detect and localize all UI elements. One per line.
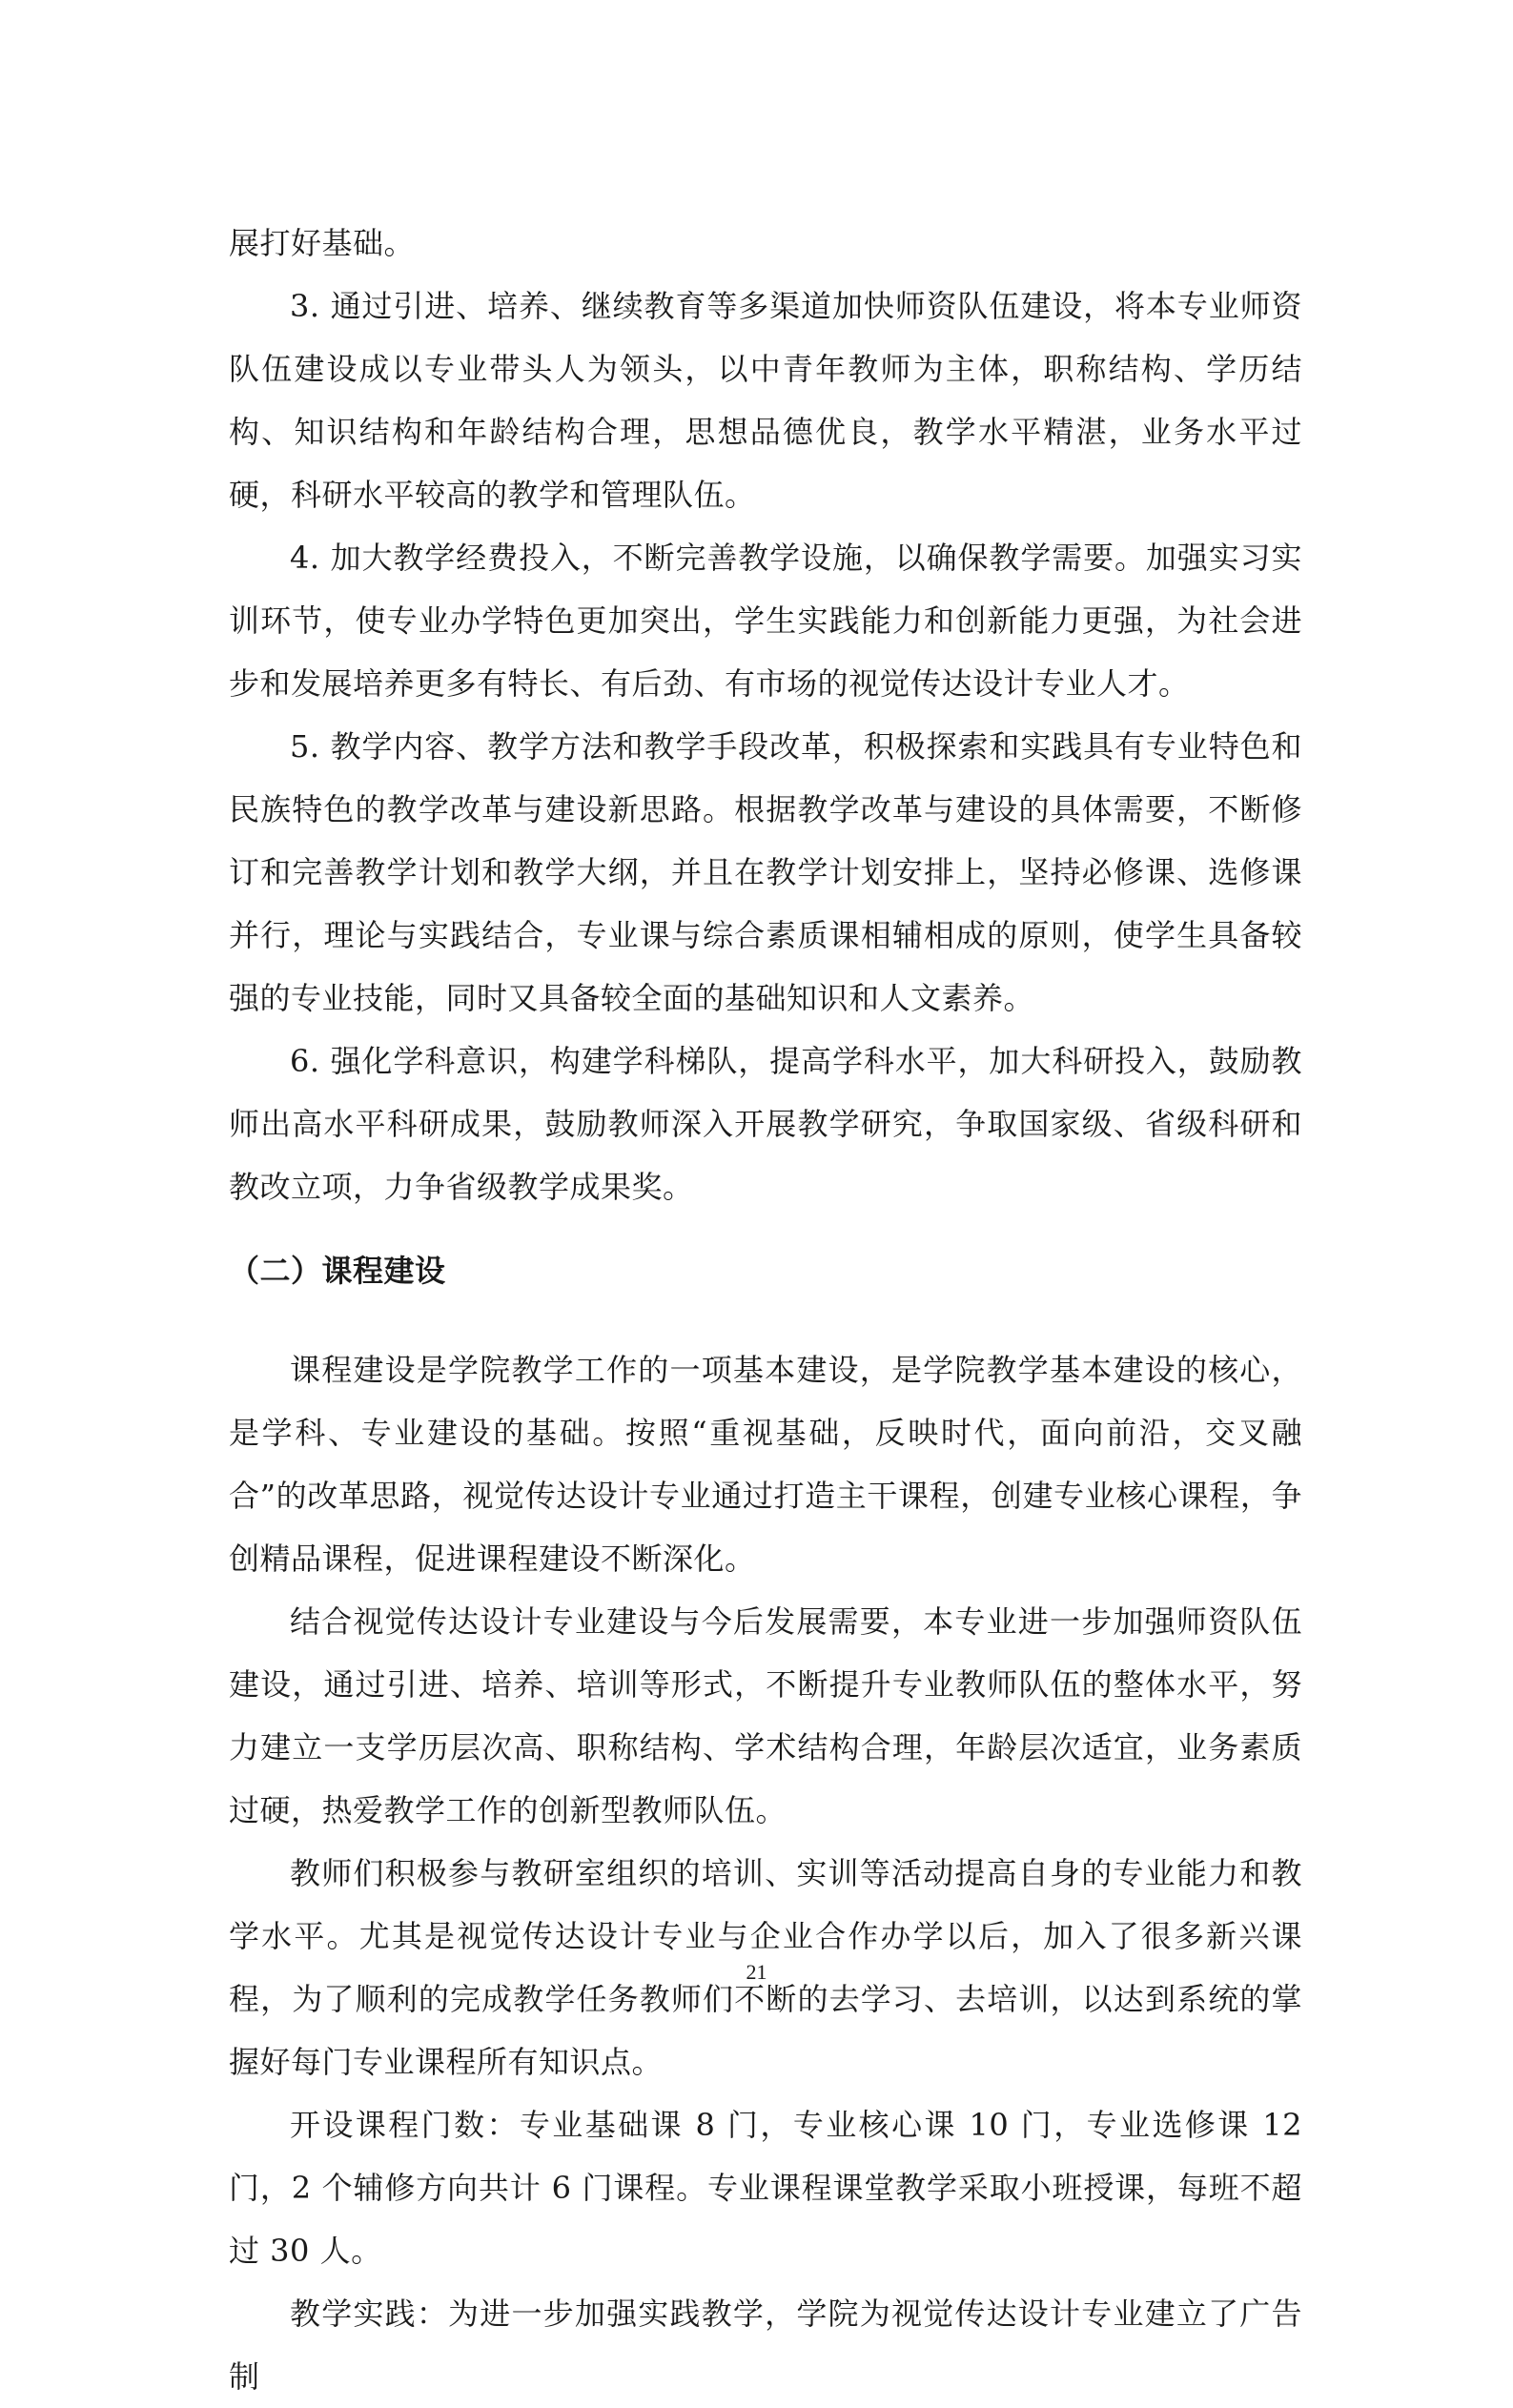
list-item: 6. 强化学科意识，构建学科梯队，提高学科水平，加大科研投入，鼓励教师出高水平科研成果，鼓励教师深入开展教学研究，争取国家级、省级科研和教改立项，力争省级教学成果奖。 bbox=[229, 1043, 1302, 1205]
page-number: 21 bbox=[746, 1960, 767, 1984]
list-item: 5. 教学内容、教学方法和教学手段改革，积极探索和实践具有专业特色和民族特色的教学改革与建设新思路。根据教学改革与建设的具体需要，不断修订和完善教学计划和教学大纲，并且在教学计划安排上，坚持必修课、选修课并行，理论与实践结合，专业课与综合素质课相辅相成的原则，使学生具备较强的专业技能，同时又具备较全面的基础知识和人文素养。 bbox=[229, 728, 1302, 1016]
page-content bbox=[229, 212, 1302, 2408]
carryover-paragraph: 展打好基础。 bbox=[229, 225, 416, 261]
body-paragraph: 课程建设是学院教学工作的一项基本建设，是学院教学基本建设的核心，是学科、专业建设的基础。按照“重视基础，反映时代，面向前沿，交叉融合”的改革思路，视觉传达设计专业通过打造主干课程，创建专业核心课程，争创精品课程，促进课程建设不断深化。 bbox=[229, 1352, 1302, 1577]
body-paragraph: 教师们积极参与教研室组织的培训、实训等活动提高自身的专业能力和教学水平。尤其是视觉传达设计专业与企业合作办学以后，加入了很多新兴课程，为了顺利的完成教学任务教师们不断的去学习、去培训，以达到系统的掌握好每门专业课程所有知识点。 bbox=[229, 1855, 1302, 2080]
body-paragraph: 开设课程门数：专业基础课 8 门，专业核心课 10 门，专业选修课 12 门，2 个辅修方向共计 6 门课程。专业课程课堂教学采取小班授课，每班不超过 30 人。 bbox=[229, 2107, 1302, 2269]
list-item: 4. 加大教学经费投入，不断完善教学设施，以确保教学需要。加强实习实训环节，使专业办学特色更加突出，学生实践能力和创新能力更强，为社会进步和发展培养更多有特长、有后劲、有市场的视觉传达设计专业人才。 bbox=[229, 540, 1302, 702]
body-paragraph: 结合视觉传达设计专业建设与今后发展需要，本专业进一步加强师资队伍建设，通过引进、培养、培训等形式，不断提升专业教师队伍的整体水平，努力建立一支学历层次高、职称结构、学术结构合理，年龄层次适宜，业务素质过硬，热爱教学工作的创新型教师队伍。 bbox=[229, 1603, 1302, 1828]
list-item: 3. 通过引进、培养、继续教育等多渠道加快师资队伍建设，将本专业师资队伍建设成以专业带头人为领头，以中青年教师为主体，职称结构、学历结构、知识结构和年龄结构合理，思想品德优良，教学水平精湛，业务水平过硬，科研水平较高的教学和管理队伍。 bbox=[229, 288, 1302, 513]
body-paragraph: 教学实践：为进一步加强实践教学，学院为视觉传达设计专业建立了广告制 bbox=[229, 2296, 1302, 2395]
section-heading: （二）课程建设 bbox=[229, 1253, 446, 1289]
